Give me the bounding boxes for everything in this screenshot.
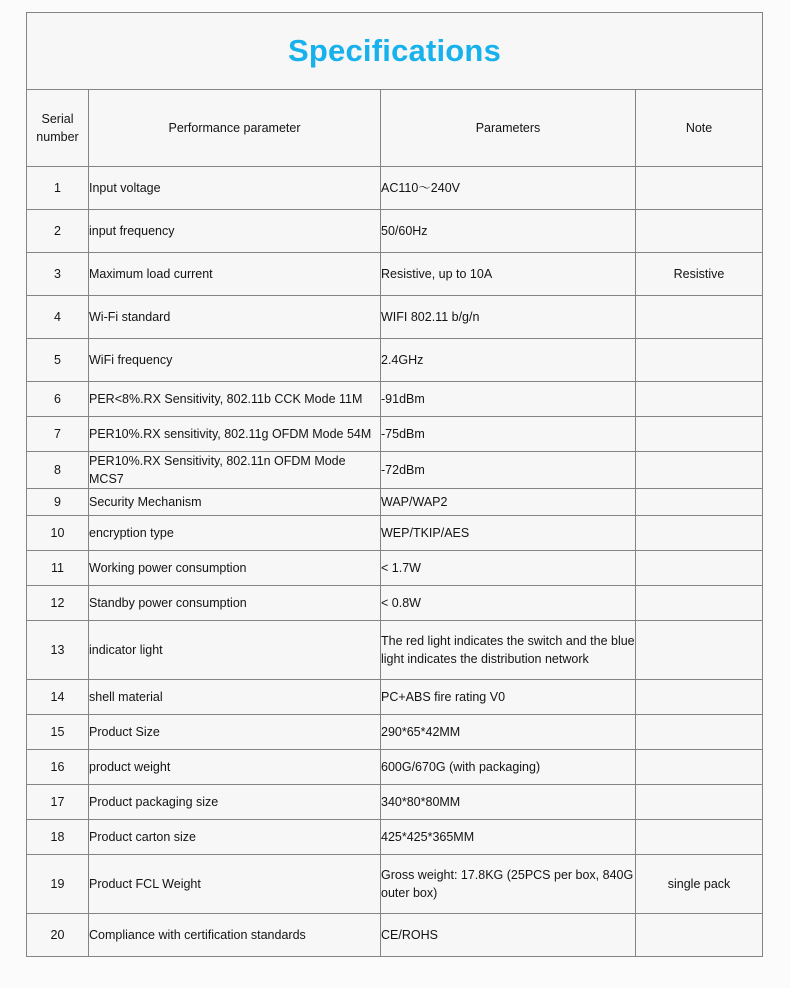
row-value: WAP/WAP2	[381, 489, 636, 516]
row-note	[636, 339, 763, 382]
table-row	[27, 253, 763, 296]
row-note: single pack	[636, 855, 763, 914]
table-row	[27, 914, 763, 957]
row-serial: 7	[27, 417, 89, 452]
row-parameter: Standby power consumption	[89, 586, 381, 621]
row-parameter: encryption type	[89, 516, 381, 551]
table-row	[27, 750, 763, 785]
table-row	[27, 820, 763, 855]
table-row	[27, 452, 763, 489]
table-row	[27, 167, 763, 210]
table-row	[27, 785, 763, 820]
row-serial: 6	[27, 382, 89, 417]
row-note	[636, 914, 763, 957]
table-row	[27, 551, 763, 586]
row-value: 50/60Hz	[381, 210, 636, 253]
row-parameter: Security Mechanism	[89, 489, 381, 516]
row-note	[636, 382, 763, 417]
row-note	[636, 489, 763, 516]
row-note: Resistive	[636, 253, 763, 296]
table-row	[27, 621, 763, 680]
row-serial: 8	[27, 452, 89, 489]
table-row	[27, 339, 763, 382]
row-value: AC110～240V	[381, 167, 636, 210]
row-value: 425*425*365MM	[381, 820, 636, 855]
row-value: -91dBm	[381, 382, 636, 417]
row-note	[636, 452, 763, 489]
row-serial: 2	[27, 210, 89, 253]
row-note	[636, 417, 763, 452]
row-value: Resistive, up to 10A	[381, 253, 636, 296]
row-parameter: Product carton size	[89, 820, 381, 855]
row-note	[636, 210, 763, 253]
row-parameter: WiFi frequency	[89, 339, 381, 382]
table-row	[27, 680, 763, 715]
row-serial: 5	[27, 339, 89, 382]
row-note	[636, 586, 763, 621]
table-row	[27, 715, 763, 750]
row-parameter: PER10%.RX Sensitivity, 802.11n OFDM Mode MCS7	[89, 452, 381, 489]
row-value: 290*65*42MM	[381, 715, 636, 750]
row-serial: 19	[27, 855, 89, 914]
row-note	[636, 551, 763, 586]
row-parameter: PER<8%.RX Sensitivity, 802.11b CCK Mode 11M	[89, 382, 381, 417]
row-serial: 18	[27, 820, 89, 855]
row-serial: 3	[27, 253, 89, 296]
table-row	[27, 586, 763, 621]
table-row	[27, 516, 763, 551]
row-parameter: shell material	[89, 680, 381, 715]
row-parameter: input frequency	[89, 210, 381, 253]
row-parameter: Working power consumption	[89, 551, 381, 586]
header-serial-number	[27, 90, 89, 167]
table-row	[27, 855, 763, 914]
row-parameter: Product Size	[89, 715, 381, 750]
row-value: 2.4GHz	[381, 339, 636, 382]
row-value: < 0.8W	[381, 586, 636, 621]
row-parameter: Compliance with certification standards	[89, 914, 381, 957]
row-note	[636, 750, 763, 785]
row-note	[636, 820, 763, 855]
row-serial: 16	[27, 750, 89, 785]
table-row	[27, 382, 763, 417]
table-body	[27, 13, 763, 957]
row-value: The red light indicates the switch and the blue light indicates the distribution network	[381, 621, 636, 680]
row-note	[636, 516, 763, 551]
header-row	[27, 90, 763, 167]
row-value: PC+ABS fire rating V0	[381, 680, 636, 715]
row-parameter: Maximum load current	[89, 253, 381, 296]
row-serial: 11	[27, 551, 89, 586]
row-parameter: indicator light	[89, 621, 381, 680]
row-serial: 14	[27, 680, 89, 715]
row-value: WEP/TKIP/AES	[381, 516, 636, 551]
row-serial: 20	[27, 914, 89, 957]
row-parameter: Input voltage	[89, 167, 381, 210]
row-value: CE/ROHS	[381, 914, 636, 957]
row-value: 340*80*80MM	[381, 785, 636, 820]
row-serial: 1	[27, 167, 89, 210]
table-row	[27, 210, 763, 253]
row-note	[636, 785, 763, 820]
row-parameter: Product packaging size	[89, 785, 381, 820]
row-value: -75dBm	[381, 417, 636, 452]
row-value: Gross weight: 17.8KG (25PCS per box, 840G outer box)	[381, 855, 636, 914]
row-note	[636, 680, 763, 715]
row-serial: 9	[27, 489, 89, 516]
row-note	[636, 715, 763, 750]
row-parameter: product weight	[89, 750, 381, 785]
row-serial: 4	[27, 296, 89, 339]
specifications-table	[26, 12, 763, 957]
title-cell	[27, 13, 763, 90]
table-row	[27, 296, 763, 339]
header-performance-parameter: Performance parameter	[89, 90, 381, 167]
header-serial-line2: number	[36, 130, 79, 144]
row-note	[636, 167, 763, 210]
row-serial: 12	[27, 586, 89, 621]
header-parameters: Parameters	[381, 90, 636, 167]
row-serial: 17	[27, 785, 89, 820]
row-parameter: PER10%.RX sensitivity, 802.11g OFDM Mode 54M	[89, 417, 381, 452]
row-value: < 1.7W	[381, 551, 636, 586]
row-value: -72dBm	[381, 452, 636, 489]
header-serial-line1: Serial	[41, 111, 74, 126]
row-value: WIFI 802.11 b/g/n	[381, 296, 636, 339]
page-title: Specifications	[288, 32, 502, 68]
row-serial: 10	[27, 516, 89, 551]
title-row	[27, 13, 763, 90]
row-serial: 15	[27, 715, 89, 750]
row-serial: 13	[27, 621, 89, 680]
row-parameter: Product FCL Weight	[89, 855, 381, 914]
table-row	[27, 417, 763, 452]
row-parameter: Wi-Fi standard	[89, 296, 381, 339]
row-note	[636, 621, 763, 680]
table-row	[27, 489, 763, 516]
row-value: 600G/670G (with packaging)	[381, 750, 636, 785]
row-note	[636, 296, 763, 339]
header-note: Note	[636, 90, 763, 167]
